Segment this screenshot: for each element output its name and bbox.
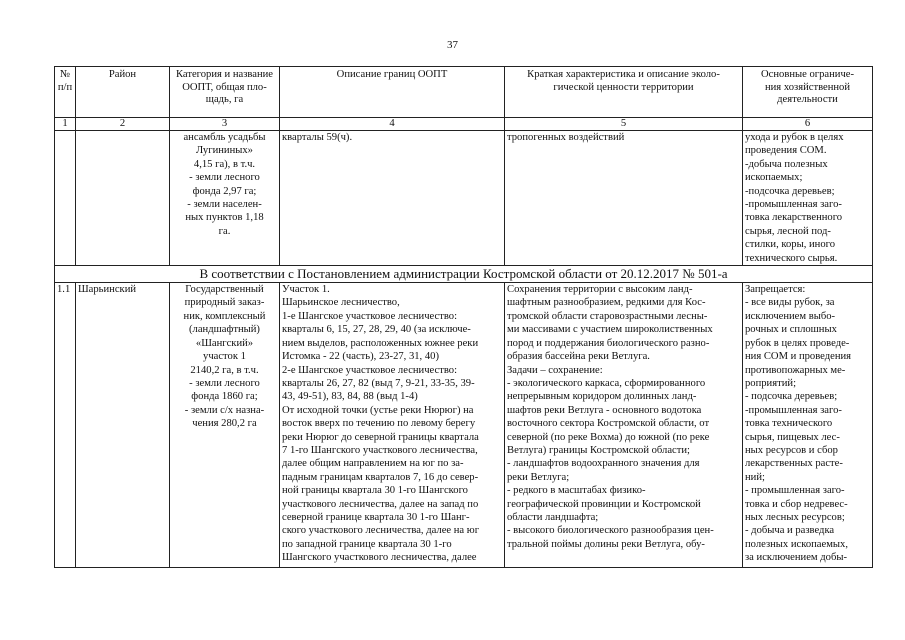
text-line: Запрещается:: [745, 284, 806, 296]
text-line: ухода и рубок в целях: [745, 132, 844, 143]
text-line: ных лесных ресурсов;: [745, 511, 845, 523]
text-line: Государственный: [185, 284, 264, 296]
text-line: сырья, лесной под-: [745, 225, 831, 237]
text-line: - экологического каркаса, сформированного: [507, 377, 706, 389]
text-line: Сохранения территории с высоким ланд-: [507, 284, 693, 296]
text-line: гической ценности территории: [553, 81, 694, 93]
text-line: ник, комплексный: [183, 310, 266, 322]
text-line: кварталы 6, 15, 27, 28, 29, 40 (за исключе-: [282, 324, 471, 336]
text-line: - земли с/х назна-: [184, 404, 265, 416]
area-category-cell: [170, 283, 280, 568]
text-line: - земли лесного: [189, 377, 260, 389]
text-line: образия бассейна реки Ветлуга.: [507, 351, 650, 363]
row-number: 1.1: [55, 283, 76, 568]
text-line: пород и поддержания биологического разно-: [507, 337, 710, 349]
text-line: Ветлуга) границы Костромской области;: [507, 444, 690, 456]
text-line: Краткая характеристика и описание эколо-: [527, 69, 720, 80]
text-line: - добыча и разведка: [745, 525, 835, 537]
column-number: 2: [76, 118, 170, 131]
text-line: - промышленная заго-: [745, 485, 845, 497]
text-line: - подсочка деревьев;: [745, 391, 838, 403]
text-line: ансамбль усадьбы: [183, 132, 266, 143]
text-line: Истомка - 22 (часть), 23-27, 31, 40): [282, 351, 439, 363]
text-line: ных ресурсов и сбор: [745, 444, 838, 456]
text-line: - все виды рубок, за: [745, 297, 835, 309]
header-cell: [55, 67, 76, 118]
table-row: [55, 131, 873, 266]
text-line: природный заказ-: [184, 297, 265, 309]
header-cell: [505, 67, 743, 118]
text-line: №: [59, 69, 71, 80]
text-line: участок 1: [203, 351, 246, 363]
text-line: лекарственных расте-: [745, 458, 843, 470]
text-line: падным границам кварталов 7, 16 до север-: [282, 471, 479, 483]
text-line: Описание границ ООПТ: [336, 69, 448, 80]
text-line: 2140,2 га, в т.ч.: [190, 364, 259, 376]
text-line: ископаемых;: [745, 172, 803, 184]
column-number: 1: [55, 118, 76, 131]
text-line: непрерывным коридором долинных ланд-: [507, 391, 697, 403]
text-line: товка технического: [745, 418, 833, 430]
text-line: реки Ветлуга;: [507, 471, 570, 483]
text-line: ми массивами с участием широколиственных: [507, 324, 713, 336]
header-cell: [743, 67, 873, 118]
text-line: Категория и название: [175, 69, 274, 80]
header-cell: [170, 67, 280, 118]
column-number: 3: [170, 118, 280, 131]
table-row: [55, 283, 873, 568]
section-row: [55, 266, 873, 283]
text-line: кварталы 59(ч).: [282, 132, 353, 143]
text-line: - ландшафтов водоохранного значения для: [507, 458, 700, 470]
text-line: технического сырья.: [745, 252, 838, 264]
text-line: Шангского участкового лесничества, далее: [282, 552, 477, 564]
boundary-description-cell: [280, 131, 505, 266]
text-line: п/п: [57, 81, 73, 93]
text-line: рубок в целях проведе-: [745, 337, 850, 349]
text-line: реки Нюрюг до северной границы квартала: [282, 431, 479, 443]
text-line: восток вверх по течению по левому берегу: [282, 418, 476, 430]
text-line: ния хозяйственной: [764, 81, 851, 93]
text-line: - земли лесного: [189, 172, 260, 184]
text-line: тромской области старовозрастными лесны-: [507, 310, 708, 322]
text-line: роприятий;: [745, 377, 797, 389]
characteristic-cell: [505, 131, 743, 266]
text-line: «Шангский»: [195, 337, 254, 349]
text-line: восточного сектора Костромской области, от: [507, 418, 710, 430]
boundary-description-cell: [280, 283, 505, 568]
text-line: товка лекарственного: [745, 212, 843, 224]
text-line: га.: [218, 225, 231, 237]
column-number: 4: [280, 118, 505, 131]
text-line: 7 1-го Шангского участкового лесничества,: [282, 444, 478, 456]
text-line: Участок 1.: [282, 284, 330, 296]
text-line: -промышленная заго-: [745, 199, 842, 211]
text-line: рочных и сплошных: [745, 324, 837, 336]
text-line: фонда 2,97 га;: [192, 185, 257, 197]
column-number: 6: [743, 118, 873, 131]
text-line: От исходной точки (устье реки Нюрюг) на: [282, 404, 474, 416]
text-line: кварталы 26, 27, 82 (выд 7, 9-21, 33-35, 39-: [282, 377, 475, 389]
text-line: тральной поймы долины реки Ветлуга, обу-: [507, 538, 705, 550]
header-cell: [76, 67, 170, 118]
text-line: 2-е Шангское участковое лесничество:: [282, 364, 458, 376]
text-line: 1-е Шангское участковое лесничество:: [282, 310, 458, 322]
text-line: 4,15 га), в т.ч.: [193, 158, 256, 170]
text-line: - редкого в масштабах физико-: [507, 485, 646, 497]
text-line: проведения СОМ.: [745, 145, 827, 157]
text-line: фонда 1860 га;: [191, 391, 258, 403]
header-cell: [280, 67, 505, 118]
text-line: Задачи – сохранение:: [507, 364, 603, 376]
text-line: ского участкового лесничества, далее на юг: [282, 525, 480, 537]
text-line: Лугининых»: [196, 145, 253, 157]
text-line: исключением выбо-: [745, 310, 836, 322]
text-line: ния СОМ и проведения: [745, 351, 852, 363]
column-number-row: [55, 118, 873, 131]
text-line: -подсочка деревьев;: [745, 185, 835, 197]
text-line: противопожарных ме-: [745, 364, 846, 376]
text-line: щадь, га: [205, 94, 244, 106]
text-line: сырья, пищевых лес-: [745, 431, 840, 443]
text-line: ний;: [745, 471, 765, 483]
text-line: -добыча полезных: [745, 158, 828, 170]
text-line: - высокого биологического разнообразия цен-: [507, 525, 714, 537]
text-line: участкового лесничества, далее на запад по: [282, 498, 479, 510]
restrictions-cell: [743, 283, 873, 568]
text-line: нием выделов, расположенных южнее реки: [282, 337, 479, 349]
text-line: по западной границе квартала 30 1-го: [282, 538, 452, 550]
text-line: Шарьинское лесничество,: [282, 297, 400, 309]
text-line: далее общим направлением на юг по за-: [282, 458, 464, 470]
text-line: Район: [108, 69, 137, 80]
section-title: В соответствии с Постановлением администрации Костромской области от 20.12.2017 № 501-а: [55, 266, 873, 283]
protected-areas-table: [54, 66, 873, 568]
text-line: полезных ископаемых,: [745, 538, 848, 550]
text-line: шафтным разнообразием, редкими для Кос-: [507, 297, 706, 309]
text-line: тропогенных воздействий: [507, 132, 625, 143]
text-line: северной границе квартала 30 1-го Шанг-: [282, 511, 470, 523]
restrictions-cell: [743, 131, 873, 266]
text-line: Основные ограниче-: [761, 69, 854, 80]
text-line: чения 280,2 га: [192, 418, 257, 430]
text-line: ООПТ, общая пло-: [182, 81, 267, 93]
text-line: (ландшафтный): [189, 324, 260, 336]
text-line: стилки, коры, иного: [745, 239, 836, 251]
column-number: 5: [505, 118, 743, 131]
text-line: 43, 49-51), 83, 84, 88 (выд 1-4): [282, 391, 418, 403]
area-category-cell: [170, 131, 280, 266]
text-line: -промышленная заго-: [745, 404, 842, 416]
text-line: шафтов реки Ветлуга - основного водотока: [507, 404, 702, 416]
text-line: ной границы квартала 30 1-го Шангского: [282, 485, 468, 497]
text-line: северной (по реке Вохма) до южной (по реке: [507, 431, 710, 443]
text-line: географической провинции и Костромской: [507, 498, 701, 510]
text-line: товка и сбор недревес-: [745, 498, 848, 510]
text-line: области ландшафта;: [507, 511, 599, 523]
table-cell: [76, 131, 170, 266]
text-line: - земли населен-: [187, 199, 262, 211]
characteristic-cell: [505, 283, 743, 568]
text-line: за исключением добы-: [745, 552, 847, 564]
page-number: 37: [447, 39, 458, 51]
header-row: [55, 67, 873, 118]
table-cell: [55, 131, 76, 266]
text-line: деятельности: [777, 94, 838, 106]
district-cell: Шарьинский: [76, 283, 170, 568]
text-line: ных пунктов 1,18: [185, 212, 264, 224]
